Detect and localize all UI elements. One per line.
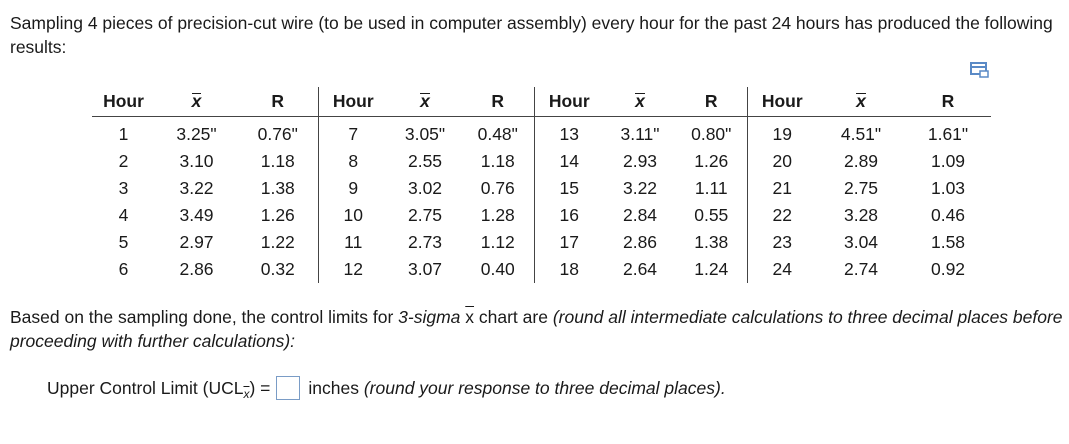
problem-intro: Sampling 4 pieces of precision-cut wire (to be used in computer assembly) every hour for the past 24 hours has produced the following results: xyxy=(10,13,1053,57)
cell-hour: 17 xyxy=(534,229,604,256)
cell-xbar: 2.75 xyxy=(843,178,879,198)
answer-line xyxy=(47,374,726,402)
answer-instruction: (round your response to three decimal places). xyxy=(363,377,726,398)
table-row xyxy=(92,117,991,149)
cell-hour: 10 xyxy=(318,202,388,229)
cell-xbar: 2.74 xyxy=(843,259,879,279)
xbar-symbol: x xyxy=(420,91,430,111)
header-xbar xyxy=(388,87,462,117)
question-instruction: (round all intermediate calculations to three decimal places before proceeding with further calculations): xyxy=(10,307,1063,351)
cell-hour: 9 xyxy=(318,175,388,202)
cell-hour: 14 xyxy=(534,148,604,175)
cell-range: 0.40 xyxy=(480,259,515,279)
cell-range: 1.61" xyxy=(927,124,969,144)
cell-xbar: 2.73 xyxy=(407,232,443,252)
header-xbar xyxy=(155,87,238,117)
cell-hour: 1 xyxy=(118,124,129,144)
xbar-symbol: x xyxy=(635,91,645,111)
cell-hour: 7 xyxy=(318,117,388,149)
cell-xbar: 2.86 xyxy=(179,259,214,279)
header-hour: Hour xyxy=(534,87,604,117)
cell-range: 1.12 xyxy=(480,232,515,252)
question-sigma: 3-sigma xyxy=(398,307,461,327)
cell-xbar: 3.22 xyxy=(179,178,214,198)
cell-range: 0.32 xyxy=(260,259,295,279)
cell-range: 1.09 xyxy=(930,151,966,171)
wire-sample-table xyxy=(92,87,991,283)
question-text xyxy=(10,305,1065,353)
cell-hour: 18 xyxy=(534,256,604,283)
cell-range: 0.46 xyxy=(930,205,966,225)
cell-hour: 11 xyxy=(318,229,388,256)
cell-hour: 24 xyxy=(747,256,817,283)
cell-hour: 8 xyxy=(318,148,388,175)
cell-xbar: 2.89 xyxy=(843,151,879,171)
table-header-row xyxy=(92,87,991,117)
cell-xbar: 3.49 xyxy=(179,205,214,225)
cell-range: 0.92 xyxy=(930,259,966,279)
cell-xbar: 3.04 xyxy=(843,232,879,252)
header-range: R xyxy=(905,87,991,117)
cell-xbar: 2.75 xyxy=(407,205,443,225)
cell-hour: 20 xyxy=(747,148,817,175)
cell-range: 0.76" xyxy=(257,124,298,144)
table-row xyxy=(92,148,991,175)
cell-range: 0.80" xyxy=(691,124,732,144)
question-xbar-symbol: $\overline{x}$ xyxy=(465,307,475,327)
cell-xbar: 2.64 xyxy=(622,259,658,279)
cell-xbar: 3.11" xyxy=(620,124,660,144)
cell-hour: 15 xyxy=(534,175,604,202)
header-xbar xyxy=(604,87,676,117)
cell-xbar: 2.84 xyxy=(622,205,658,225)
header-hour: Hour xyxy=(92,87,155,117)
cell-xbar: 2.86 xyxy=(622,232,658,252)
header-hour: Hour xyxy=(747,87,817,117)
cell-xbar: 3.10 xyxy=(179,151,214,171)
cell-hour: 2 xyxy=(118,151,129,171)
cell-range: 1.22 xyxy=(260,232,295,252)
cell-hour: 16 xyxy=(534,202,604,229)
cell-xbar: 3.05" xyxy=(404,124,446,144)
cell-xbar: 2.55 xyxy=(407,151,443,171)
cell-hour: 13 xyxy=(534,117,604,149)
header-range: R xyxy=(676,87,747,117)
cell-range: 0.76 xyxy=(480,178,515,198)
header-range: R xyxy=(238,87,318,117)
cell-xbar: 3.28 xyxy=(843,205,879,225)
cell-range: 1.58 xyxy=(930,232,966,252)
cell-xbar: 3.25" xyxy=(176,124,217,144)
ucl-answer-input[interactable] xyxy=(276,376,300,400)
header-hour: Hour xyxy=(318,87,388,117)
table-row xyxy=(92,175,991,202)
cell-range: 1.38 xyxy=(694,232,729,252)
table-row xyxy=(92,202,991,229)
cell-range: 1.18 xyxy=(260,151,295,171)
cell-hour: 5 xyxy=(118,232,129,252)
cell-range: 0.55 xyxy=(694,205,729,225)
cell-hour: 4 xyxy=(118,205,129,225)
cell-range: 1.03 xyxy=(930,178,966,198)
cell-hour: 19 xyxy=(747,117,817,149)
cell-hour: 21 xyxy=(747,175,817,202)
cell-range: 1.26 xyxy=(694,151,729,171)
table-row xyxy=(92,229,991,256)
ucl-subscript: $\overline{x}$ xyxy=(243,387,250,401)
question-part1: Based on the sampling done, the control limits for xyxy=(10,307,399,327)
cell-hour: 23 xyxy=(747,229,817,256)
expand-table-icon[interactable] xyxy=(969,61,991,81)
cell-xbar: 4.51" xyxy=(840,124,882,144)
units-label: inches xyxy=(308,377,359,398)
header-range: R xyxy=(462,87,534,117)
cell-range: 0.48" xyxy=(477,124,518,144)
cell-xbar: 3.02 xyxy=(407,178,443,198)
cell-hour: 6 xyxy=(118,259,129,279)
cell-range: 1.38 xyxy=(260,178,295,198)
cell-hour: 22 xyxy=(747,202,817,229)
cell-xbar: 3.22 xyxy=(622,178,658,198)
cell-range: 1.11 xyxy=(694,178,728,198)
cell-xbar: 2.93 xyxy=(622,151,658,171)
cell-xbar: 3.07 xyxy=(407,259,443,279)
table-row xyxy=(92,256,991,283)
xbar-symbol: x xyxy=(191,91,202,111)
cell-range: 1.24 xyxy=(694,259,729,279)
cell-xbar: 2.97 xyxy=(179,232,214,252)
cell-range: 1.28 xyxy=(480,205,515,225)
header-xbar xyxy=(817,87,905,117)
ucl-label: Upper Control Limit (UCL xyxy=(47,377,244,398)
cell-hour: 12 xyxy=(318,256,388,283)
cell-hour: 3 xyxy=(118,178,129,198)
ucl-label-end: ) = xyxy=(249,377,271,398)
xbar-symbol: x xyxy=(856,91,866,111)
question-part2: chart are xyxy=(474,307,553,327)
cell-range: 1.26 xyxy=(260,205,295,225)
cell-range: 1.18 xyxy=(480,151,515,171)
